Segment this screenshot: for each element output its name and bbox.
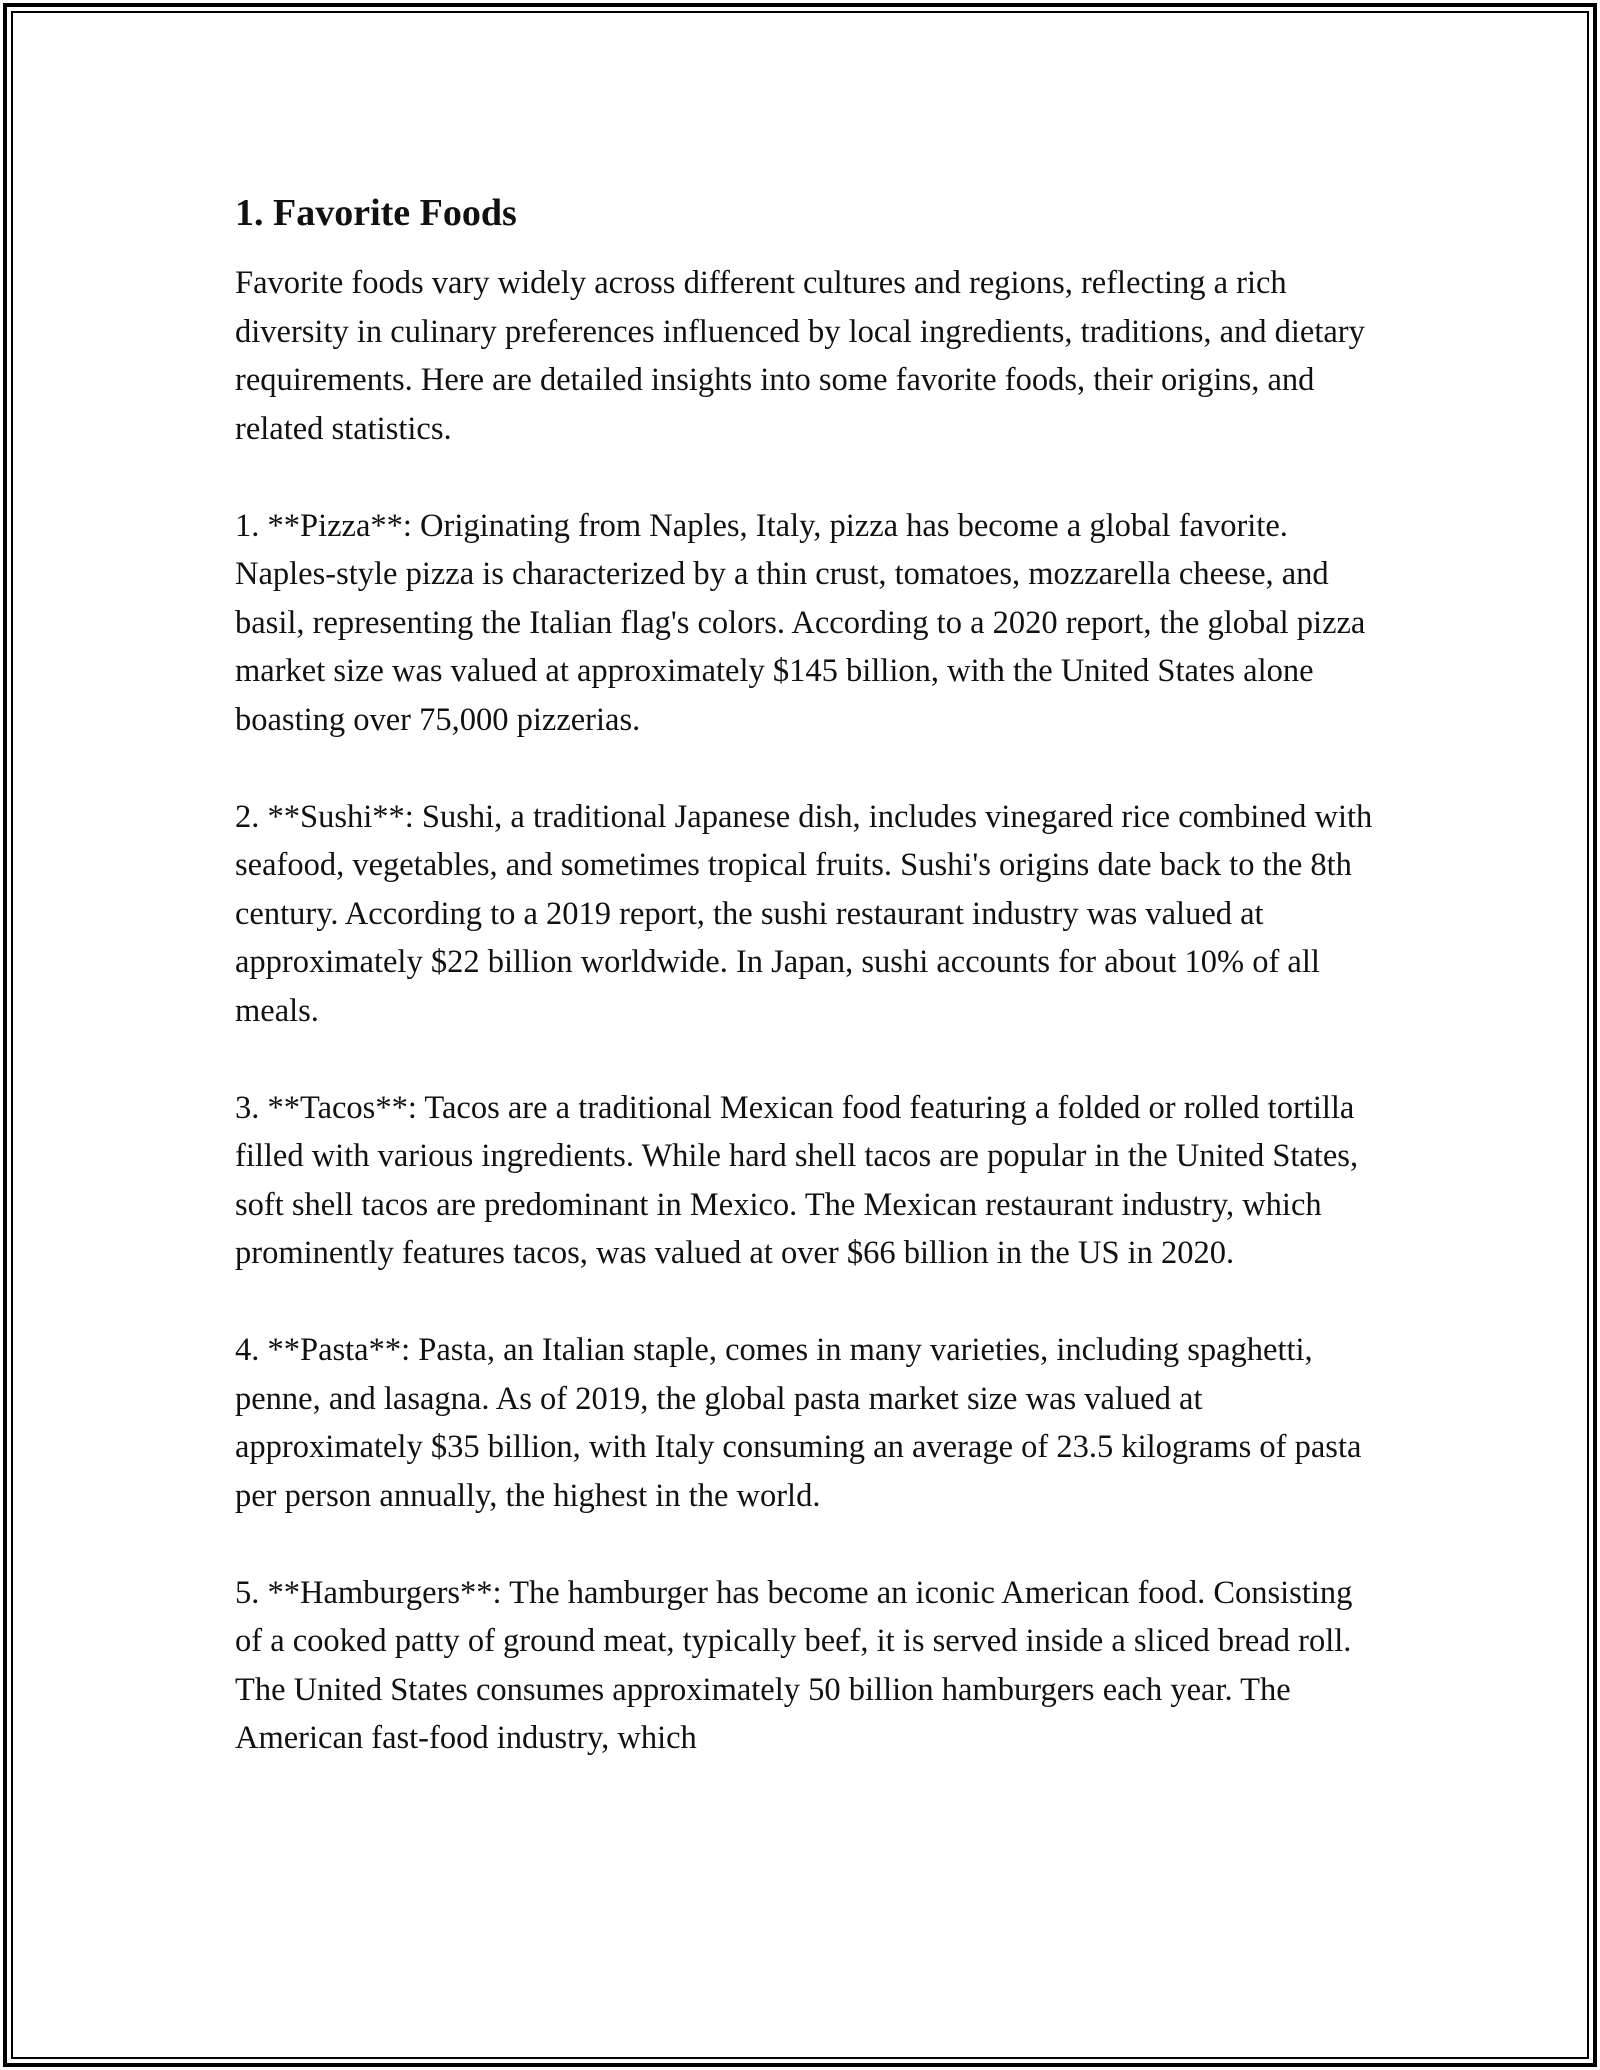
tacos-paragraph: 3. **Tacos**: Tacos are a traditional Mexican food featuring a folded or rolled tortilla filled with various ingredients. While hard shell tacos are popular in the United States, soft shell tacos are predominant in Mexico. The Mexican restaurant industry, which prominently features tacos, was valued at over $66 billion in the US in 2020. [235,1089,1359,1271]
pizza-paragraph: 1. **Pizza**: Originating from Naples, Italy, pizza has become a global favorite. Naples-style pizza is characterized by a thin crust, tomatoes, mozzarella cheese, and basil, representing the Italian flag's colors. According to a 2020 report, the global pizza market size was valued at approximately $145 billion, with the United States alone boasting over 75,000 pizzerias. [235,507,1366,738]
section-heading: 1. Favorite Foods [235,192,517,234]
document-body [235,188,1375,1763]
intro-paragraph: Favorite foods vary widely across different cultures and regions, reflecting a rich diversity in culinary preferences influenced by local ingredients, traditions, and dietary requirements. Here are detailed insights into some favorite foods, their origins, and related statistics. [235,265,1365,447]
pasta-paragraph: 4. **Pasta**: Pasta, an Italian staple, comes in many varieties, including spaghetti, penne, and lasagna. As of 2019, the global pasta market size was valued at approximately $35 billion, with Italy consuming an average of 23.5 kilograms of pasta per person annually, the highest in the world. [235,1332,1362,1514]
sushi-paragraph: 2. **Sushi**: Sushi, a traditional Japanese dish, includes vinegared rice combined with seafood, vegetables, and sometimes tropical fruits. Sushi's origins date back to the 8th century. According to a 2019 report, the sushi restaurant industry was valued at approximately $22 billion worldwide. In Japan, sushi accounts for about 10% of all meals. [235,798,1373,1029]
hamburgers-paragraph: 5. **Hamburgers**: The hamburger has become an iconic American food. Consisting of a cooked patty of ground meat, typically beef, it is served inside a sliced bread roll. The United States consumes approximately 50 billion hamburgers each year. The American fast-food industry, which [235,1574,1353,1756]
